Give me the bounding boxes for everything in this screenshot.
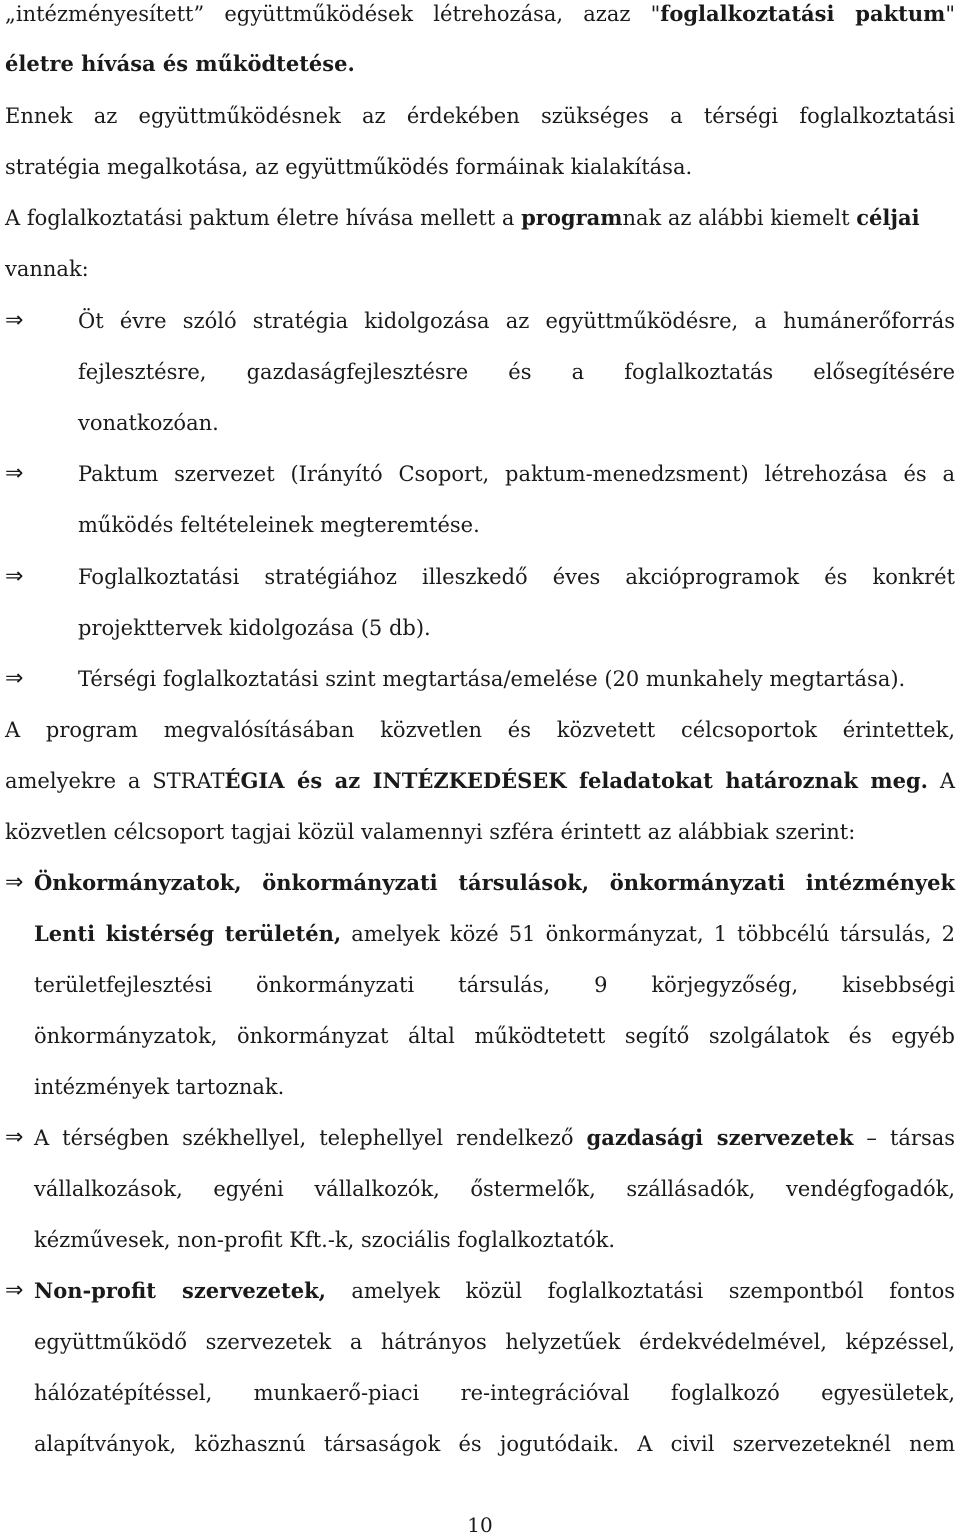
list-item-line: fejlesztésre, gazdaságfejlesztésre és a foglalkoztatás elősegítésére: [78, 360, 955, 384]
text-span: amelyek közé 51 önkormányzat, 1 többcélú társulás, 2: [341, 922, 955, 946]
bold-text: program: [521, 205, 623, 230]
implies-arrow-icon: ⇒: [5, 1125, 24, 1150]
paragraph-line: közvetlen célcsoport tagjai közül valamennyi szféra érintett az alábbiak szerint:: [5, 820, 856, 844]
list-item-line: alapítványok, közhasznú társaságok és jogutódaik. A civil szervezeteknél nem: [34, 1432, 955, 1456]
bold-text: Non-profit szervezetek,: [34, 1278, 326, 1303]
bold-text: gazdasági szervezetek: [586, 1125, 854, 1150]
list-item-line: [34, 863, 955, 903]
list-item-line: Öt évre szóló stratégia kidolgozása az együttműködésre, a humánerőforrás: [78, 309, 955, 333]
list-item-line: Foglalkoztatási stratégiához illeszkedő éves akcióprogramok és konkrét: [78, 565, 955, 589]
paragraph-line: vannak:: [5, 257, 89, 281]
text-span: A: [927, 769, 955, 793]
implies-arrow-icon: ⇒: [5, 1278, 24, 1303]
page-number: 10: [467, 1513, 493, 1537]
bold-text: életre hívása és működtetése.: [5, 51, 355, 76]
list-item-line: vonatkozóan.: [78, 411, 219, 435]
implies-arrow-icon: ⇒: [5, 564, 24, 589]
list-item-line: kézművesek, non-profit Kft.-k, szociális foglalkoztatók.: [34, 1228, 616, 1252]
text-span: A foglalkoztatási paktum életre hívása mellett a: [5, 206, 522, 230]
list-item-line: [34, 914, 955, 954]
list-item-line: Térségi foglalkoztatási szint megtartása/emelése (20 munkahely megtartása).: [78, 667, 906, 691]
bold-text: Önkormányzatok, önkormányzati társulások, önkormányzati intézmények: [34, 870, 955, 895]
paragraph-line: Ennek az együttműködésnek az érdekében szükséges a térségi foglalkoztatási: [5, 104, 955, 128]
list-item-line: [34, 1118, 955, 1158]
list-item-line: együttműködő szervezetek a hátrányos helyzetűek érdekvédelmével, képzéssel,: [34, 1330, 955, 1354]
list-item-line: intézmények tartoznak.: [34, 1075, 285, 1099]
bold-text: Lenti kistérség területén,: [34, 921, 342, 946]
bold-text: ÉGIA és az INTÉZKEDÉSEK feladatokat határoznak meg.: [224, 768, 928, 793]
paragraph-line: [5, 198, 955, 238]
bold-text: foglalkoztatási paktum: [660, 1, 946, 26]
list-item-line: projekttervek kidolgozása (5 db).: [78, 616, 431, 640]
list-item-line: önkormányzatok, önkormányzat által működtetett segítő szolgálatok és egyéb: [34, 1024, 955, 1048]
implies-arrow-icon: ⇒: [5, 308, 24, 333]
list-item-line: hálózatépítéssel, munkaerő-piaci re-integrációval foglalkozó egyesületek,: [34, 1381, 955, 1405]
text-span: „intézményesített” együttműködések létrehozása, azaz ": [5, 2, 661, 26]
paragraph-line: [5, 44, 955, 84]
paragraph-line: stratégia megalkotása, az együttműködés formáinak kialakítása.: [5, 155, 693, 179]
list-item-line: [34, 1271, 955, 1311]
list-item-line: Paktum szervezet (Irányító Csoport, paktum-menedzsment) létrehozása és a: [78, 462, 955, 486]
implies-arrow-icon: ⇒: [5, 461, 24, 486]
bold-text: céljai: [856, 205, 920, 230]
paragraph-line: [5, 761, 955, 801]
text-span: amelyek közül foglalkoztatási szempontból fontos: [325, 1279, 955, 1303]
list-item-line: vállalkozások, egyéni vállalkozók, őstermelők, szállásadók, vendégfogadók,: [34, 1177, 955, 1201]
text-span: ": [945, 2, 955, 26]
text-span: nak az alábbi kiemelt: [622, 206, 857, 230]
paragraph-line: [5, 0, 955, 34]
list-item-line: működés feltételeinek megteremtése.: [78, 513, 480, 537]
implies-arrow-icon: ⇒: [5, 666, 24, 691]
paragraph-line: A program megvalósításában közvetlen és közvetett célcsoportok érintettek,: [5, 718, 955, 742]
implies-arrow-icon: ⇒: [5, 870, 24, 895]
text-span: – társas: [853, 1126, 956, 1150]
text-span: amelyekre a STRAT: [5, 769, 225, 793]
text-span: A térségben székhellyel, telephellyel rendelkező: [34, 1126, 587, 1150]
list-item-line: területfejlesztési önkormányzati társulás, 9 körjegyzőség, kisebbségi: [34, 973, 955, 997]
